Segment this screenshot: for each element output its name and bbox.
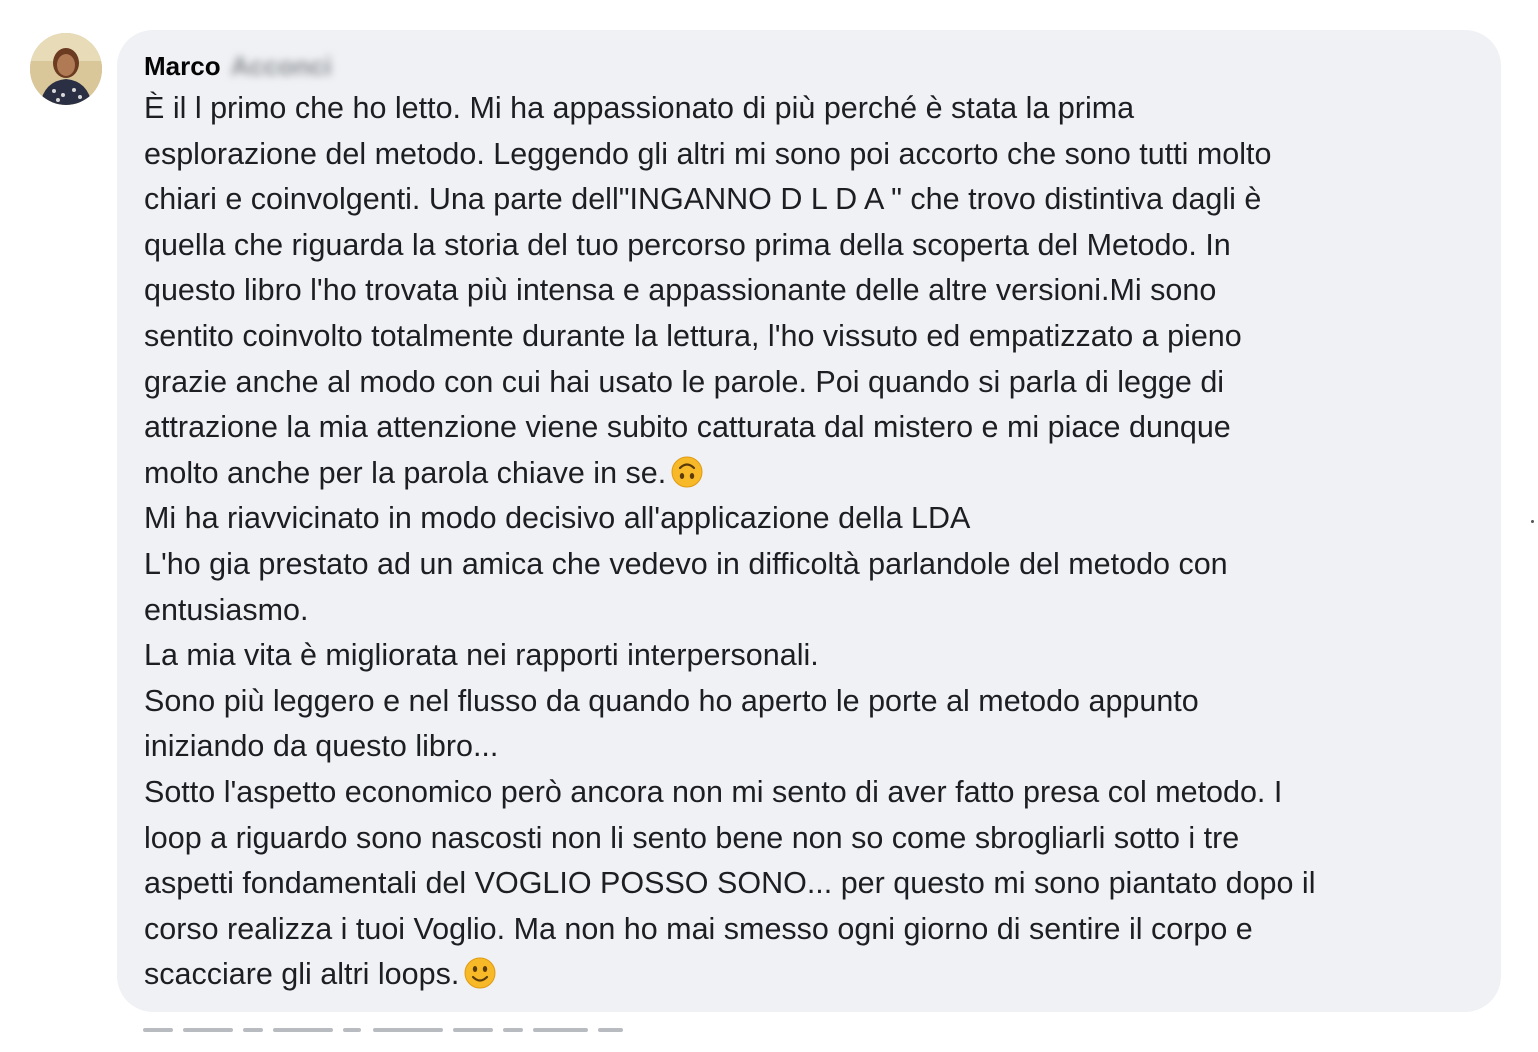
comment-line: entusiasmo. <box>144 592 309 627</box>
comment-line: quella che riguarda la storia del tuo percorso prima della scoperta del Metodo. In <box>144 227 1231 262</box>
comment-line: Sotto l'aspetto economico però ancora non mi sento di aver fatto presa col metodo. I <box>144 774 1283 809</box>
divider-dot <box>1531 520 1534 523</box>
comment-line: questo libro l'ho trovata più intensa e appassionante delle altre versioni.Mi sono <box>144 273 1217 308</box>
comment-line: chiari e coinvolgenti. Una parte dell"INGANNO D L D A " che trovo distintiva dagli è <box>144 182 1262 217</box>
comment-line: esplorazione del metodo. Leggendo gli altri mi sono poi accorto che sono tutti molto <box>144 136 1272 171</box>
comment-line: L'ho gia prestato ad un amica che vedevo in difficoltà parlandole del metodo con <box>144 546 1228 581</box>
avatar-photo <box>30 33 102 105</box>
cropped-next-line <box>143 1022 643 1052</box>
comment-line: sentito coinvolto totalmente durante la lettura, l'ho vissuto ed empatizzato a pieno <box>144 318 1242 353</box>
comment-line: La mia vita è migliorata nei rapporti interpersonali. <box>144 638 819 673</box>
comment-line: corso realizza i tuoi Voglio. Ma non ho mai smesso ogni giorno di sentire il corpo e <box>144 911 1253 946</box>
avatar[interactable] <box>30 33 102 105</box>
comment-line: grazie anche al modo con cui hai usato le parole. Poi quando si parla di legge di <box>144 364 1225 399</box>
comment-line-text: molto anche per la parola chiave in se. <box>144 455 667 490</box>
upside-down-face-emoji <box>670 455 704 503</box>
author-surname-blurred[interactable]: Acconci <box>230 50 332 81</box>
comment-line-with-emoji <box>144 451 1481 497</box>
comment-line-with-emoji <box>144 952 1481 998</box>
comment-line: Mi ha riavvicinato in modo decisivo all'applicazione della LDA <box>144 501 971 536</box>
comment-line: È il l primo che ho letto. Mi ha appassionato di più perché è stata la prima <box>144 91 1135 125</box>
comment-line: iniziando da questo libro... <box>144 729 499 764</box>
comment-line: Sono più leggero e nel flusso da quando ho aperto le porte al metodo appunto <box>144 683 1199 718</box>
author-row <box>144 49 1481 83</box>
comment-line-text: scacciare gli altri loops. <box>144 957 460 992</box>
author-name[interactable]: Marco <box>144 50 221 81</box>
comment-text <box>144 86 1481 998</box>
comment-line: loop a riguardo sono nascosti non li sento bene non so come sbrogliarli sotto i tre <box>144 820 1240 855</box>
comment-line: attrazione la mia attenzione viene subito catturata dal mistero e mi piace dunque <box>144 410 1231 445</box>
comment-bubble <box>117 30 1501 1012</box>
comment-line: aspetti fondamentali del VOGLIO POSSO SONO... per questo mi sono piantato dopo il <box>144 866 1316 901</box>
slightly-smiling-face-emoji <box>463 956 497 1004</box>
